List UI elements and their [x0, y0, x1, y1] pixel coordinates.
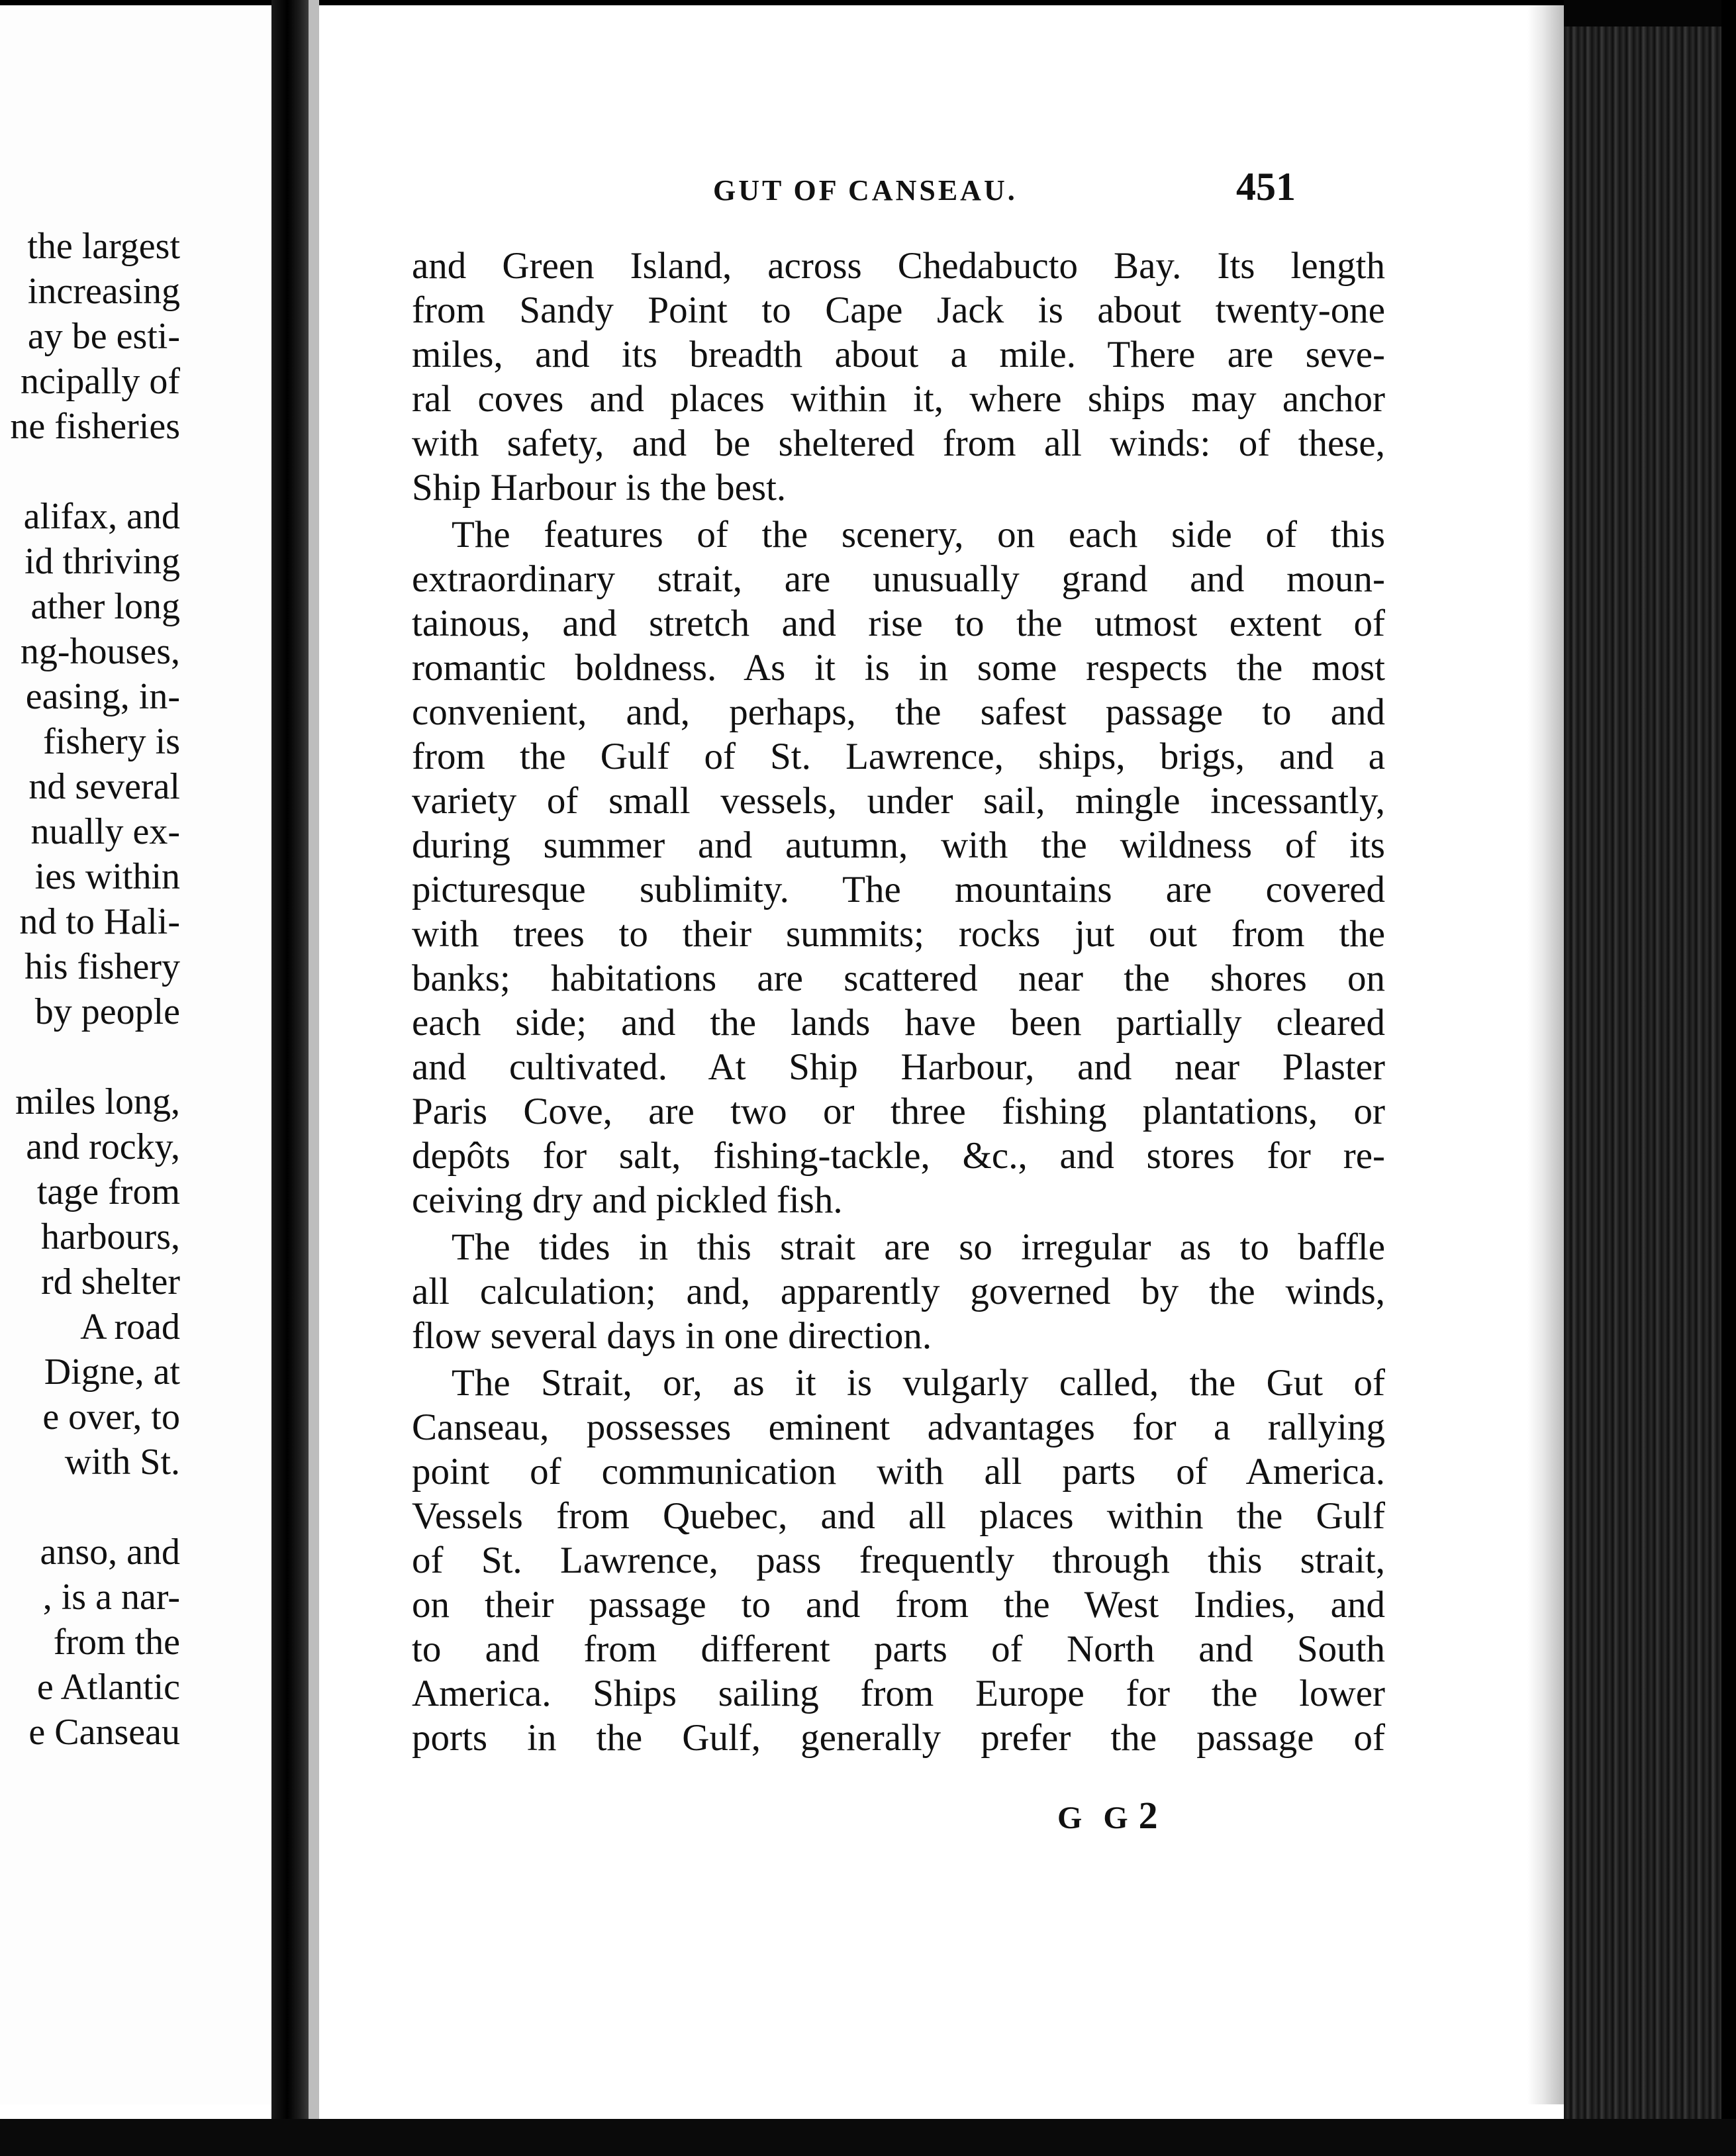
text-line: Canseau, possesses eminent advantages for a rallying: [412, 1406, 1385, 1448]
left-line: nd to Hali-: [19, 901, 180, 942]
left-line: ng-houses,: [20, 631, 180, 672]
running-head-title: GUT OF CANSEAU.: [713, 174, 1018, 207]
left-line: Digne, at: [44, 1351, 180, 1393]
left-line: nually ex-: [30, 811, 180, 852]
text-line: and Green Island, across Chedabucto Bay. Its length: [412, 245, 1385, 287]
previous-page-text: [0, 224, 180, 1755]
text-line: flow several days in one direction.: [412, 1315, 932, 1357]
text-line: ceiving dry and pickled fish.: [412, 1179, 843, 1221]
left-line: by people: [34, 991, 180, 1032]
scan-border-bottom: [0, 2119, 1736, 2156]
left-line: e Atlantic: [36, 1667, 180, 1708]
text-line: extraordinary strait, are unusually grand and moun-: [412, 558, 1385, 600]
left-line: ne fisheries: [10, 406, 180, 447]
text-line: each side; and the lands have been partially cleared: [412, 1002, 1385, 1044]
paragraph: [412, 513, 1385, 1222]
left-line: alifax, and: [23, 496, 180, 537]
left-line: e Canseau: [28, 1712, 180, 1753]
text-line: with safety, and be sheltered from all winds: of these,: [412, 422, 1385, 464]
text-line: The features of the scenery, on each side of this: [452, 514, 1385, 556]
left-line: rd shelter: [41, 1261, 180, 1302]
left-line: increasing: [27, 271, 180, 312]
text-line: Paris Cove, are two or three fishing plantations, or: [412, 1091, 1385, 1132]
left-line: anso, and: [40, 1532, 180, 1573]
body-text: [412, 244, 1385, 1760]
scan-border-right: [1721, 0, 1736, 2156]
running-head: [319, 165, 1564, 214]
text-line: The tides in this strait are so irregular as to baffle: [452, 1226, 1385, 1268]
left-line: fishery is: [43, 721, 180, 762]
left-line: ather long: [30, 586, 180, 627]
signature-mark: [1057, 1793, 1158, 1838]
book-fore-edge: [1564, 0, 1721, 2119]
left-line: with St.: [64, 1442, 180, 1483]
page-number: 451: [1236, 165, 1296, 209]
text-line: picturesque sublimity. The mountains are covered: [412, 869, 1385, 910]
text-line: and cultivated. At Ship Harbour, and near Plaster: [412, 1046, 1385, 1088]
text-line: point of communication with all parts of America.: [412, 1451, 1385, 1493]
left-line: ay be esti-: [27, 316, 180, 357]
left-line: harbours,: [41, 1216, 180, 1257]
gutter-highlight: [309, 0, 319, 2119]
text-line: The Strait, or, as it is vulgarly called, the Gut of: [452, 1362, 1385, 1404]
signature-letters: G G: [1057, 1800, 1135, 1836]
paragraph: [412, 244, 1385, 510]
text-line: with trees to their summits; rocks jut out from the: [412, 913, 1385, 955]
text-line: Ship Harbour is the best.: [412, 467, 787, 509]
text-line: all calculation; and, apparently governed by the winds,: [412, 1271, 1385, 1312]
text-line: of St. Lawrence, pass frequently through this strait,: [412, 1540, 1385, 1581]
book-gutter: [271, 0, 311, 2119]
text-line: during summer and autumn, with the wildness of its: [412, 824, 1385, 866]
text-line: romantic boldness. As it is in some respects the most: [412, 647, 1385, 689]
left-line: tage from: [36, 1171, 180, 1212]
scan-border-top: [0, 0, 1736, 5]
signature-number: 2: [1138, 1794, 1158, 1837]
book-edge-top: [1564, 0, 1721, 26]
text-line: banks; habitations are scattered near the shores on: [412, 957, 1385, 999]
left-line: , is a nar-: [42, 1577, 180, 1618]
text-line: ral coves and places within it, where ships may anchor: [412, 378, 1385, 420]
text-line: variety of small vessels, under sail, mingle incessantly,: [412, 780, 1385, 822]
text-line: miles, and its breadth about a mile. There are seve-: [412, 334, 1385, 375]
text-line: from the Gulf of St. Lawrence, ships, brigs, and a: [412, 736, 1385, 777]
left-line: A road: [80, 1306, 180, 1348]
left-line: id thriving: [24, 541, 180, 582]
left-line: easing, in-: [25, 676, 180, 717]
page-451: [319, 5, 1564, 2104]
left-line: e over, to: [42, 1396, 180, 1438]
left-line: the largest: [27, 226, 180, 267]
paragraph: [412, 1361, 1385, 1760]
left-line: from the: [53, 1622, 180, 1663]
text-line: on their passage to and from the West Indies, and: [412, 1584, 1385, 1626]
text-line: Vessels from Quebec, and all places within the Gulf: [412, 1495, 1385, 1537]
page-edge-shadow: [1527, 5, 1564, 2104]
previous-page-fragment: [0, 5, 271, 2104]
text-line: ports in the Gulf, generally prefer the passage of: [412, 1717, 1385, 1759]
text-line: depôts for salt, fishing-tackle, &c., and stores for re-: [412, 1135, 1385, 1177]
text-line: America. Ships sailing from Europe for the lower: [412, 1673, 1385, 1714]
left-line: miles long,: [15, 1081, 180, 1122]
left-line: and rocky,: [26, 1126, 180, 1167]
left-line: his fishery: [24, 946, 180, 987]
left-line: [0, 449, 180, 494]
left-line: nd several: [28, 766, 180, 807]
left-line: ies within: [34, 856, 180, 897]
left-line: [0, 1485, 180, 1530]
text-line: to and from different parts of North and South: [412, 1628, 1385, 1670]
left-line: [0, 1034, 180, 1079]
text-line: from Sandy Point to Cape Jack is about twenty-one: [412, 289, 1385, 331]
text-line: tainous, and stretch and rise to the utmost extent of: [412, 603, 1385, 644]
left-line: ncipally of: [20, 361, 180, 402]
text-line: convenient, and, perhaps, the safest passage to and: [412, 691, 1385, 733]
paragraph: [412, 1225, 1385, 1358]
